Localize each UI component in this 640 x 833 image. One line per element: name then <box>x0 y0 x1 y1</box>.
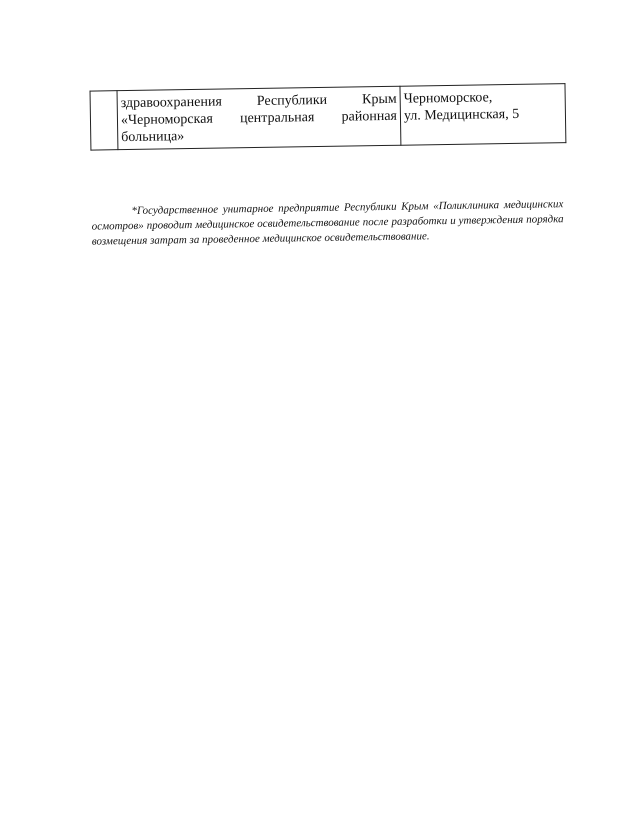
table-row <box>90 84 566 150</box>
facility-address-cell <box>400 84 566 146</box>
footnote-text: *Государственное унитарное предприятие Республики Крым «Поликлиника медицинских осмотров» проводит медицинское освидетельствование после разработки и утверждения порядка возмещения затрат за проведенное медицинское освидетельствование. <box>91 198 564 248</box>
facility-name-line-3: больница» <box>121 129 185 146</box>
facility-name-line-1: здравоохранения Республики Крым <box>120 91 397 112</box>
facility-table <box>90 83 567 150</box>
address-line-2: ул. Медицинская, 5 <box>403 106 520 124</box>
row-number-cell <box>90 91 118 150</box>
facility-name-line-2: «Черноморская центральная районная <box>120 108 398 129</box>
address-line-1: Черноморское, <box>403 90 493 107</box>
facility-name-cell <box>117 86 401 149</box>
